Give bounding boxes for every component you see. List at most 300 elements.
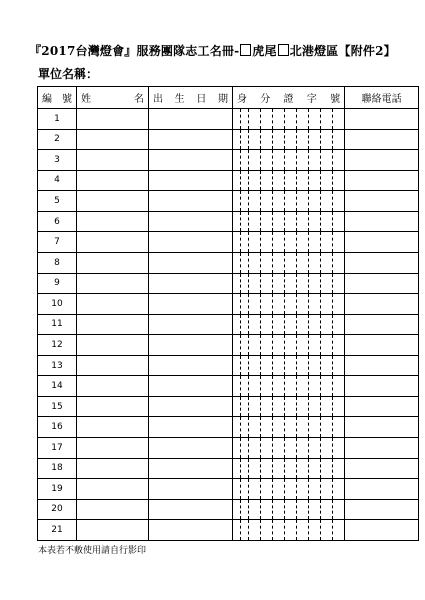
phone-cell[interactable] [345,520,419,541]
id-digit-cell[interactable] [321,355,333,376]
id-digit-cell[interactable] [309,252,321,273]
phone-cell[interactable] [345,479,419,500]
id-digit-cell[interactable] [285,232,297,253]
id-digit-cell[interactable] [333,170,345,191]
id-digit-cell[interactable] [309,211,321,232]
birthdate-cell[interactable] [149,314,233,335]
table-row [38,109,419,130]
birthdate-cell[interactable] [149,170,233,191]
phone-cell[interactable] [345,170,419,191]
id-digit-cell[interactable] [241,438,249,459]
id-digit-cell[interactable] [261,314,273,335]
id-digit-cell[interactable] [249,129,261,150]
header-id-number: 身 分 證 字 號 [233,87,345,109]
birthdate-cell[interactable] [149,479,233,500]
name-cell[interactable] [77,479,149,500]
id-digit-cell[interactable] [333,355,345,376]
name-cell[interactable] [77,335,149,356]
id-digit-cell[interactable] [321,396,333,417]
id-digit-cell[interactable] [249,458,261,479]
id-digit-cell[interactable] [261,232,273,253]
id-digit-cell[interactable] [261,376,273,397]
id-digit-cell[interactable] [249,438,261,459]
id-digit-cell[interactable] [297,191,309,212]
row-number: 19 [38,479,77,500]
id-digit-cell[interactable] [273,335,285,356]
id-digit-cell[interactable] [261,499,273,520]
name-cell[interactable] [77,376,149,397]
id-digit-cell[interactable] [285,417,297,438]
id-digit-cell[interactable] [309,314,321,335]
id-digit-cell[interactable] [285,520,297,541]
id-digit-cell[interactable] [241,294,249,315]
id-digit-cell[interactable] [309,150,321,171]
unit-name-label: 單位名稱： [38,67,99,81]
id-digit-cell[interactable] [285,109,297,130]
name-cell[interactable] [77,170,149,191]
id-digit-cell[interactable] [321,150,333,171]
id-digit-cell[interactable] [233,376,241,397]
id-digit-cell[interactable] [333,252,345,273]
id-digit-cell[interactable] [309,499,321,520]
id-digit-cell[interactable] [285,170,297,191]
phone-cell[interactable] [345,314,419,335]
id-digit-cell[interactable] [261,458,273,479]
phone-cell[interactable] [345,335,419,356]
id-digit-cell[interactable] [309,355,321,376]
phone-cell[interactable] [345,458,419,479]
id-digit-cell[interactable] [309,396,321,417]
id-digit-cell[interactable] [333,335,345,356]
id-digit-cell[interactable] [273,314,285,335]
birthdate-cell[interactable] [149,396,233,417]
id-digit-cell[interactable] [285,273,297,294]
id-digit-cell[interactable] [249,273,261,294]
id-digit-cell[interactable] [297,438,309,459]
id-digit-cell[interactable] [233,314,241,335]
id-digit-cell[interactable] [297,520,309,541]
birthdate-cell[interactable] [149,520,233,541]
id-digit-cell[interactable] [241,314,249,335]
birthdate-cell[interactable] [149,335,233,356]
phone-cell[interactable] [345,232,419,253]
id-digit-cell[interactable] [261,417,273,438]
birthdate-cell[interactable] [149,355,233,376]
id-digit-cell[interactable] [297,170,309,191]
id-digit-cell[interactable] [309,335,321,356]
id-digit-cell[interactable] [309,479,321,500]
id-digit-cell[interactable] [273,520,285,541]
id-digit-cell[interactable] [309,232,321,253]
phone-cell[interactable] [345,191,419,212]
id-digit-cell[interactable] [233,458,241,479]
id-digit-cell[interactable] [273,109,285,130]
id-digit-cell[interactable] [321,520,333,541]
id-digit-cell[interactable] [321,294,333,315]
id-digit-cell[interactable] [333,150,345,171]
table-row [38,438,419,459]
name-cell[interactable] [77,252,149,273]
id-digit-cell[interactable] [233,273,241,294]
id-digit-cell[interactable] [261,129,273,150]
name-cell[interactable] [77,273,149,294]
id-digit-cell[interactable] [233,417,241,438]
id-digit-cell[interactable] [321,109,333,130]
id-digit-cell[interactable] [241,396,249,417]
name-cell[interactable] [77,150,149,171]
id-digit-cell[interactable] [273,191,285,212]
id-digit-cell[interactable] [285,396,297,417]
row-number: 18 [38,458,77,479]
id-digit-cell[interactable] [233,335,241,356]
id-digit-cell[interactable] [321,458,333,479]
id-digit-cell[interactable] [321,129,333,150]
id-digit-cell[interactable] [285,252,297,273]
id-digit-cell[interactable] [321,376,333,397]
id-digit-cell[interactable] [297,211,309,232]
id-digit-cell[interactable] [261,170,273,191]
id-digit-cell[interactable] [273,232,285,253]
id-digit-cell[interactable] [285,479,297,500]
id-digit-cell[interactable] [285,191,297,212]
birthdate-cell[interactable] [149,417,233,438]
id-digit-cell[interactable] [241,499,249,520]
id-digit-cell[interactable] [261,479,273,500]
id-digit-cell[interactable] [273,294,285,315]
id-digit-cell[interactable] [285,335,297,356]
id-digit-cell[interactable] [297,294,309,315]
id-digit-cell[interactable] [249,314,261,335]
birthdate-cell[interactable] [149,211,233,232]
row-number: 5 [38,191,77,212]
id-digit-cell[interactable] [321,211,333,232]
phone-cell[interactable] [345,499,419,520]
id-digit-cell[interactable] [297,335,309,356]
name-cell[interactable] [77,499,149,520]
id-digit-cell[interactable] [273,499,285,520]
id-digit-cell[interactable] [233,170,241,191]
id-digit-cell[interactable] [273,355,285,376]
table-row [38,520,419,541]
row-number: 11 [38,314,77,335]
id-digit-cell[interactable] [249,335,261,356]
name-cell[interactable] [77,314,149,335]
id-digit-cell[interactable] [333,479,345,500]
id-digit-cell[interactable] [261,294,273,315]
id-digit-cell[interactable] [249,211,261,232]
checkbox-option-huwei[interactable] [240,44,251,56]
id-digit-cell[interactable] [333,109,345,130]
phone-cell[interactable] [345,417,419,438]
id-digit-cell[interactable] [273,396,285,417]
header-birthdate: 出 生 日 期 [149,87,233,109]
id-digit-cell[interactable] [309,438,321,459]
name-cell[interactable] [77,438,149,459]
id-digit-cell[interactable] [309,458,321,479]
id-digit-cell[interactable] [241,252,249,273]
id-digit-cell[interactable] [309,273,321,294]
id-digit-cell[interactable] [321,314,333,335]
id-digit-cell[interactable] [249,232,261,253]
row-number: 7 [38,232,77,253]
id-digit-cell[interactable] [285,438,297,459]
id-digit-cell[interactable] [309,191,321,212]
id-digit-cell[interactable] [249,396,261,417]
id-digit-cell[interactable] [241,170,249,191]
phone-cell[interactable] [345,273,419,294]
id-digit-cell[interactable] [249,417,261,438]
id-digit-cell[interactable] [285,458,297,479]
name-cell[interactable] [77,520,149,541]
id-digit-cell[interactable] [297,396,309,417]
id-digit-cell[interactable] [273,170,285,191]
id-digit-cell[interactable] [297,109,309,130]
name-cell[interactable] [77,109,149,130]
id-digit-cell[interactable] [285,211,297,232]
phone-cell[interactable] [345,211,419,232]
birthdate-cell[interactable] [149,458,233,479]
id-digit-cell[interactable] [321,273,333,294]
name-cell[interactable] [77,232,149,253]
id-digit-cell[interactable] [297,458,309,479]
id-digit-cell[interactable] [261,109,273,130]
table-row [38,376,419,397]
id-digit-cell[interactable] [309,109,321,130]
id-digit-cell[interactable] [285,499,297,520]
id-digit-cell[interactable] [249,520,261,541]
id-digit-cell[interactable] [249,376,261,397]
id-digit-cell[interactable] [261,335,273,356]
phone-cell[interactable] [345,376,419,397]
id-digit-cell[interactable] [333,294,345,315]
id-digit-cell[interactable] [241,129,249,150]
id-digit-cell[interactable] [333,129,345,150]
id-digit-cell[interactable] [233,211,241,232]
id-digit-cell[interactable] [241,232,249,253]
id-digit-cell[interactable] [273,458,285,479]
id-digit-cell[interactable] [297,150,309,171]
row-number: 1 [38,109,77,130]
phone-cell[interactable] [345,150,419,171]
id-digit-cell[interactable] [241,479,249,500]
id-digit-cell[interactable] [273,376,285,397]
id-digit-cell[interactable] [241,355,249,376]
id-digit-cell[interactable] [333,499,345,520]
id-digit-cell[interactable] [233,294,241,315]
id-digit-cell[interactable] [273,211,285,232]
name-cell[interactable] [77,355,149,376]
id-digit-cell[interactable] [285,355,297,376]
id-digit-cell[interactable] [297,499,309,520]
birthdate-cell[interactable] [149,109,233,130]
birthdate-cell[interactable] [149,232,233,253]
phone-cell[interactable] [345,252,419,273]
checkbox-option-beigang[interactable] [278,44,289,56]
id-digit-cell[interactable] [233,396,241,417]
name-cell[interactable] [77,211,149,232]
id-digit-cell[interactable] [333,191,345,212]
phone-cell[interactable] [345,109,419,130]
id-digit-cell[interactable] [297,273,309,294]
id-digit-cell[interactable] [233,109,241,130]
phone-cell[interactable] [345,294,419,315]
id-digit-cell[interactable] [249,170,261,191]
title-prefix: 『2017台灣燈會』服務團隊志工名冊- [29,44,240,58]
id-digit-cell[interactable] [273,129,285,150]
id-digit-cell[interactable] [321,170,333,191]
name-cell[interactable] [77,417,149,438]
id-digit-cell[interactable] [285,376,297,397]
id-digit-cell[interactable] [321,479,333,500]
id-digit-cell[interactable] [321,417,333,438]
id-digit-cell[interactable] [297,252,309,273]
id-digit-cell[interactable] [261,211,273,232]
id-digit-cell[interactable] [309,129,321,150]
table-row [38,355,419,376]
id-digit-cell[interactable] [261,191,273,212]
id-digit-cell[interactable] [241,273,249,294]
id-digit-cell[interactable] [321,252,333,273]
id-digit-cell[interactable] [261,150,273,171]
phone-cell[interactable] [345,396,419,417]
id-digit-cell[interactable] [249,109,261,130]
id-digit-cell[interactable] [333,396,345,417]
id-digit-cell[interactable] [297,314,309,335]
id-digit-cell[interactable] [233,129,241,150]
name-cell[interactable] [77,191,149,212]
id-digit-cell[interactable] [241,109,249,130]
id-digit-cell[interactable] [249,294,261,315]
id-digit-cell[interactable] [273,150,285,171]
id-digit-cell[interactable] [249,252,261,273]
id-digit-cell[interactable] [273,273,285,294]
row-number: 13 [38,355,77,376]
id-digit-cell[interactable] [233,150,241,171]
table-row [38,273,419,294]
id-digit-cell[interactable] [249,499,261,520]
id-digit-cell[interactable] [321,191,333,212]
id-digit-cell[interactable] [285,129,297,150]
birthdate-cell[interactable] [149,438,233,459]
id-digit-cell[interactable] [333,376,345,397]
birthdate-cell[interactable] [149,191,233,212]
id-digit-cell[interactable] [333,232,345,253]
id-digit-cell[interactable] [309,520,321,541]
id-digit-cell[interactable] [241,191,249,212]
id-digit-cell[interactable] [273,479,285,500]
id-digit-cell[interactable] [261,520,273,541]
id-digit-cell[interactable] [333,211,345,232]
id-digit-cell[interactable] [261,273,273,294]
table-row [38,314,419,335]
id-digit-cell[interactable] [249,150,261,171]
id-digit-cell[interactable] [233,438,241,459]
table-row [38,335,419,356]
phone-cell[interactable] [345,129,419,150]
id-digit-cell[interactable] [333,417,345,438]
id-digit-cell[interactable] [241,520,249,541]
id-digit-cell[interactable] [273,438,285,459]
name-cell[interactable] [77,458,149,479]
id-digit-cell[interactable] [261,355,273,376]
id-digit-cell[interactable] [309,376,321,397]
id-digit-cell[interactable] [333,273,345,294]
id-digit-cell[interactable] [233,355,241,376]
id-digit-cell[interactable] [321,232,333,253]
id-digit-cell[interactable] [321,335,333,356]
id-digit-cell[interactable] [233,499,241,520]
id-digit-cell[interactable] [333,314,345,335]
id-digit-cell[interactable] [261,252,273,273]
id-digit-cell[interactable] [241,417,249,438]
table-row [38,150,419,171]
birthdate-cell[interactable] [149,499,233,520]
name-cell[interactable] [77,129,149,150]
id-digit-cell[interactable] [297,232,309,253]
title-option-beigang: 北港燈區 [289,44,339,58]
id-digit-cell[interactable] [297,479,309,500]
id-digit-cell[interactable] [233,479,241,500]
id-digit-cell[interactable] [297,376,309,397]
birthdate-cell[interactable] [149,273,233,294]
birthdate-cell[interactable] [149,294,233,315]
id-digit-cell[interactable] [233,232,241,253]
id-digit-cell[interactable] [333,520,345,541]
id-digit-cell[interactable] [241,335,249,356]
table-row [38,458,419,479]
id-digit-cell[interactable] [285,294,297,315]
row-number: 16 [38,417,77,438]
id-digit-cell[interactable] [333,458,345,479]
id-digit-cell[interactable] [249,355,261,376]
row-number: 3 [38,150,77,171]
birthdate-cell[interactable] [149,129,233,150]
birthdate-cell[interactable] [149,150,233,171]
id-digit-cell[interactable] [233,252,241,273]
phone-cell[interactable] [345,355,419,376]
id-digit-cell[interactable] [233,191,241,212]
birthdate-cell[interactable] [149,252,233,273]
phone-cell[interactable] [345,438,419,459]
id-digit-cell[interactable] [249,479,261,500]
id-digit-cell[interactable] [297,129,309,150]
id-digit-cell[interactable] [241,211,249,232]
name-cell[interactable] [77,396,149,417]
id-digit-cell[interactable] [249,191,261,212]
id-digit-cell[interactable] [285,314,297,335]
id-digit-cell[interactable] [241,376,249,397]
id-digit-cell[interactable] [261,438,273,459]
id-digit-cell[interactable] [261,396,273,417]
id-digit-cell[interactable] [285,150,297,171]
id-digit-cell[interactable] [297,355,309,376]
birthdate-cell[interactable] [149,376,233,397]
name-cell[interactable] [77,294,149,315]
id-digit-cell[interactable] [273,252,285,273]
id-digit-cell[interactable] [297,417,309,438]
id-digit-cell[interactable] [241,458,249,479]
id-digit-cell[interactable] [233,520,241,541]
id-digit-cell[interactable] [333,438,345,459]
id-digit-cell[interactable] [241,150,249,171]
id-digit-cell[interactable] [321,438,333,459]
id-digit-cell[interactable] [309,294,321,315]
id-digit-cell[interactable] [321,499,333,520]
id-digit-cell[interactable] [309,417,321,438]
id-digit-cell[interactable] [273,417,285,438]
volunteer-roster-table [37,86,419,541]
id-digit-cell[interactable] [309,170,321,191]
